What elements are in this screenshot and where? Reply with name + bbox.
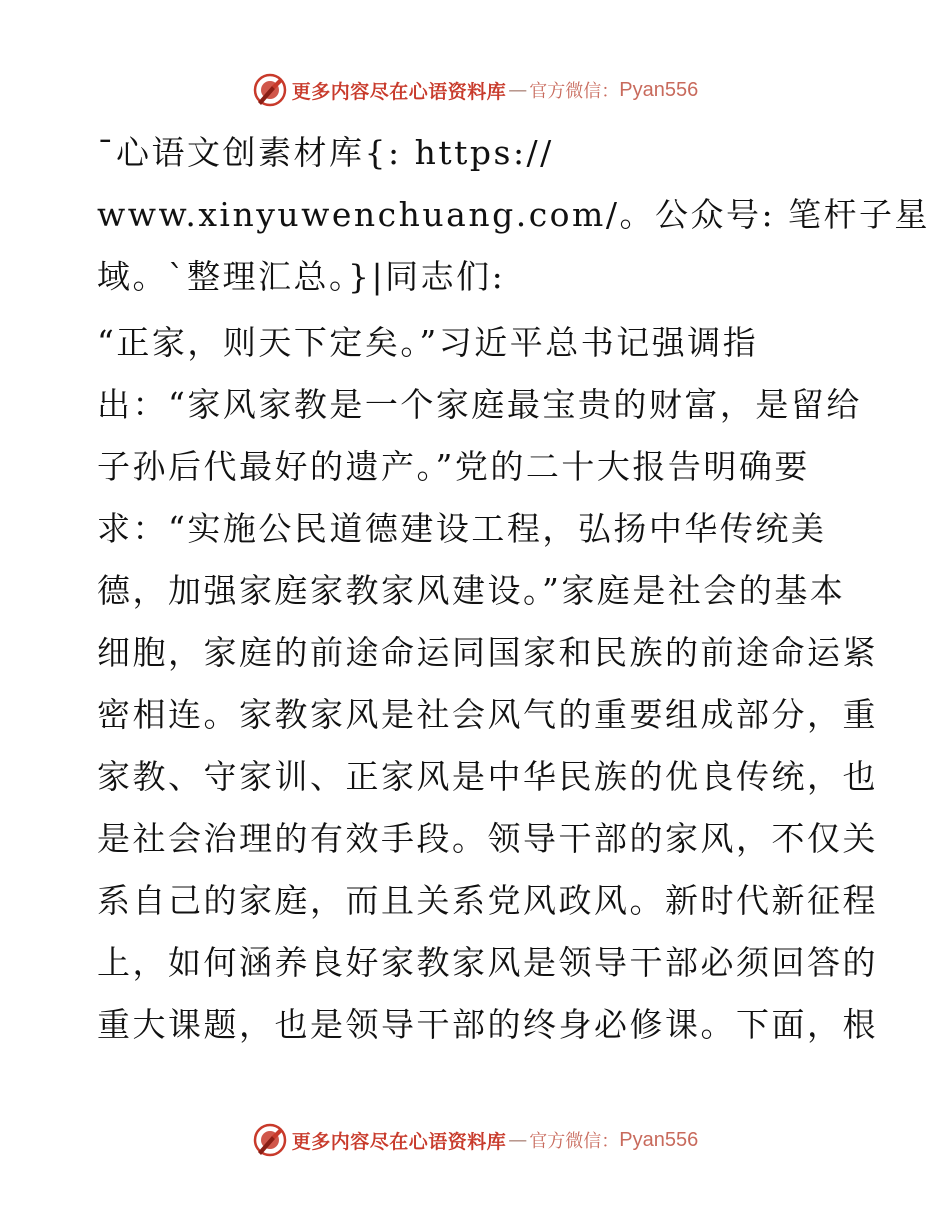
header-line-2: www.xinyuwenchuang.com/。公众号: 笔杆子星 (97, 195, 931, 234)
banner-wechat-id: Pyan556 (619, 1128, 699, 1151)
header-line-3: 域。`整理汇总。}|同志们: (97, 257, 506, 296)
body-line-9: 是社会治理的有效手段。领导干部的家风，不仅关 (97, 819, 878, 858)
banner-main-text: 更多内容尽在心语资料库 (291, 1130, 507, 1153)
banner-wechat-label: 官方微信： (529, 1131, 620, 1152)
body-line-8: 家教、守家训、正家风是中华民族的优良传统，也 (97, 757, 878, 796)
body-line-10: 系自己的家庭，而且关系党风政风。新时代新征程 (97, 881, 878, 920)
document-body (97, 122, 931, 1056)
pen-logo-icon (252, 72, 288, 108)
body-line-5: 德，加强家庭家教家风建设。”家庭是社会的基本 (97, 571, 846, 610)
watermark-banner-bottom (0, 1120, 950, 1160)
banner-wechat-label: 官方微信： (529, 81, 620, 102)
watermark-banner-top (0, 70, 950, 110)
pen-logo-icon (252, 1122, 288, 1158)
body-line-2: 出：“家风家教是一个家庭最宝贵的财富，是留给 (97, 385, 862, 424)
body-line-3: 子孙后代最好的遗产。”党的二十大报告明确要 (97, 447, 810, 486)
banner-wechat-id: Pyan556 (619, 78, 699, 101)
banner-main-text: 更多内容尽在心语资料库 (291, 80, 507, 103)
body-line-7: 密相连。家教家风是社会风气的重要组成部分，重 (97, 695, 878, 734)
banner-dash: — (508, 79, 528, 101)
banner-dash: — (508, 1129, 528, 1151)
body-line-1: “正家，则天下定矣。”习近平总书记强调指 (97, 323, 759, 362)
body-line-11: 上，如何涵养良好家教家风是领导干部必须回答的 (97, 943, 878, 982)
body-line-4: 求：“实施公民道德建设工程，弘扬中华传统美 (97, 509, 827, 548)
body-line-12: 重大课题，也是领导干部的终身必修课。下面，根 (97, 1005, 878, 1044)
body-line-6: 细胞，家庭的前途命运同国家和民族的前途命运紧 (97, 633, 878, 672)
header-line-1: ¯心语文创素材库{: https:// (97, 133, 554, 172)
